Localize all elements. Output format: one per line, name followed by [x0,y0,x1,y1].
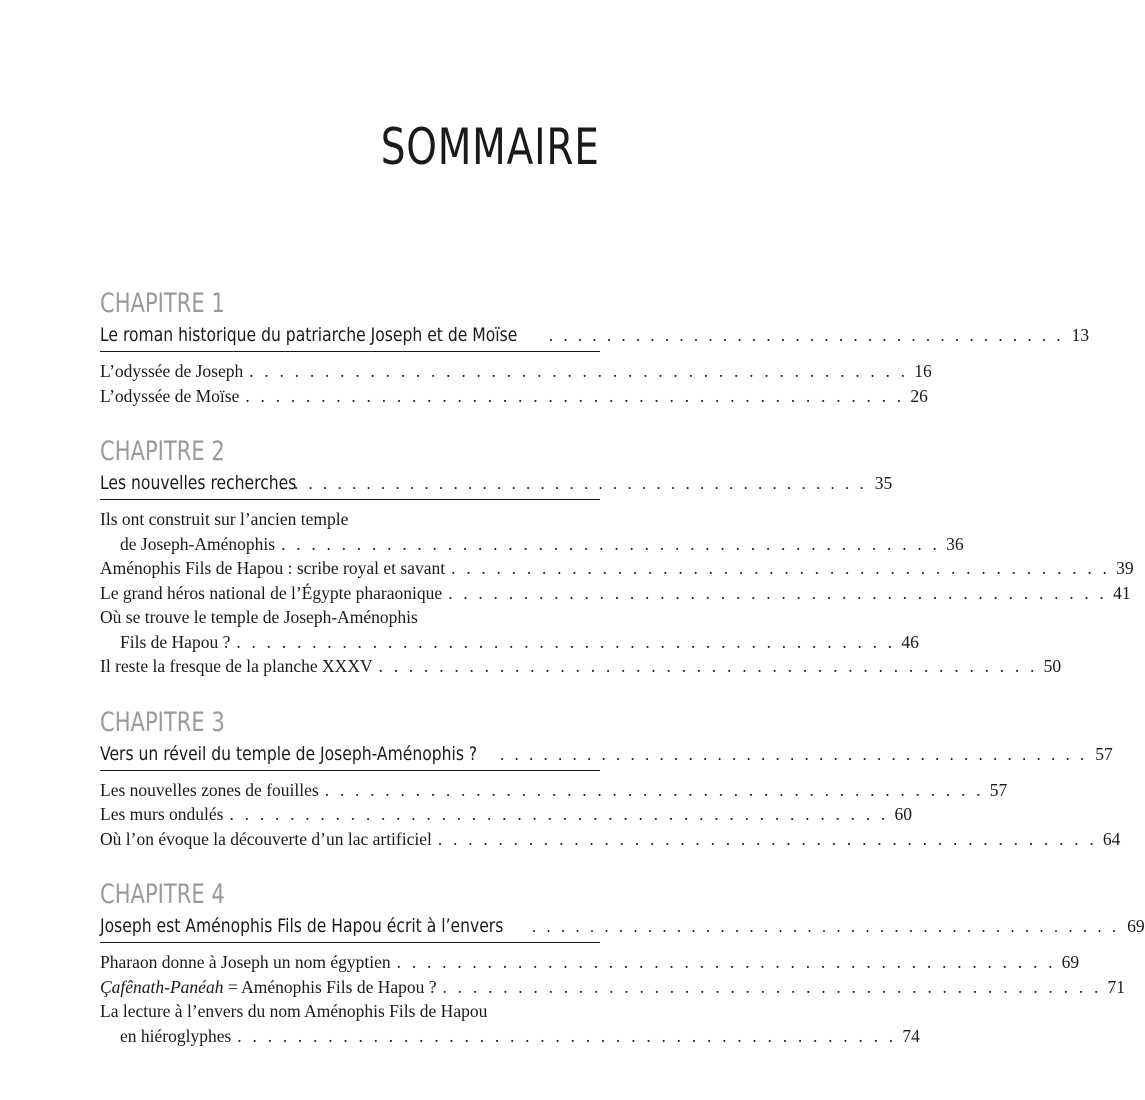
toc-entry[interactable] [100,558,1134,583]
page-number: 39 [1116,558,1134,578]
dot-leader: . . . . . . . . . . . . . . . . . . . . . . . . . . . . . . . . . . . . . . . . . . . . [281,533,941,554]
entry-title-line1: La lecture à l’envers du nom Aménophis Fils de Hapou [100,1001,488,1021]
toc-entry-line[interactable] [100,509,600,534]
dot-leader: . . . . . . . . . . . . . . . . . . . . . . . . . . . . . . . . . . . . . . . . . [499,744,1088,764]
chapter-label: CHAPITRE 2 [100,436,225,467]
page-number: 41 [1113,582,1131,603]
table-of-contents [100,288,1145,1076]
dot-leader: . . . . . . . . . . . . . . . . . . . . . . . . . . . . . . . . . . . . . . . . . . . . [396,952,1056,972]
page-number: 71 [1107,976,1126,997]
chapter-title-row[interactable] [100,468,893,500]
toc-entry[interactable] [100,385,928,411]
page-number: 35 [874,473,893,493]
entry-title [100,977,437,998]
chapter-1 [100,288,1090,410]
entry-title: Fils de Hapou ? [120,631,231,652]
entry-title-line1: Où se trouve le temple de Joseph-Aménophis [100,607,418,627]
dot-leader: . . . . . . . . . . . . . . . . . . . . . . . . . . . . . . . . . . . . . . . . . . . . [324,779,984,800]
dot-leader: . . . . . . . . . . . . . . . . . . . . . . . . . . . . . . . . . . . . . . . . . . . . [448,582,1108,603]
page-number: 36 [946,533,964,554]
chapter-title-row[interactable] [100,739,1113,771]
dot-leader: . . . . . . . . . . . . . . . . . . . . . . . . . . . . . . . . . . . . . . . . . . . . [237,1025,897,1046]
dot-leader: . . . . . . . . . . . . . . . . . . . . . . . . . . . . . . . . . . . . . . . . . . . . [442,976,1102,997]
toc-entry[interactable] [100,582,1131,608]
toc-entry[interactable] [100,656,1062,681]
page-number: 50 [1043,656,1062,676]
toc-entry[interactable] [100,828,1121,854]
page-number: 16 [914,361,932,381]
dot-leader: . . . . . . . . . . . . . . . . . . . . . . . . . . . . . . . . . . . . . . . . . . . . [437,828,1097,849]
dot-leader: . . . . . . . . . . . . . . . . . . . . . . . . . . . . . . . . . . . . . . . . . [279,474,867,493]
page-number: 57 [1095,743,1113,764]
entry-title: Les nouvelles zones de fouilles [100,779,319,800]
entry-title: Aménophis Fils de Hapou : scribe royal et savant [100,558,446,578]
toc-entry-line[interactable] [100,607,600,632]
toc-entry[interactable] [100,1025,920,1051]
toc-entry[interactable] [100,952,1080,977]
toc-entry[interactable] [100,533,964,559]
dot-leader: . . . . . . . . . . . . . . . . . . . . . . . . . . . . . . . . . . . . [548,326,1064,345]
toc-entry[interactable] [100,631,919,657]
dot-leader: . . . . . . . . . . . . . . . . . . . . . . . . . . . . . . . . . . . . . . . . . . . . [245,385,905,406]
page-number: 57 [989,779,1008,800]
chapter-3 [100,706,1121,854]
dot-leader: . . . . . . . . . . . . . . . . . . . . . . . . . . . . . . . . . . . . . . . . . . . . [451,558,1111,578]
toc-entry[interactable] [100,779,1008,805]
entry-title: en hiéroglyphes [120,1025,232,1046]
page-number: 46 [901,631,919,652]
dot-leader: . . . . . . . . . . . . . . . . . . . . . . . . . . . . . . . . . . . . . . . . . [531,917,1120,936]
entry-title: Le grand héros national de l’Égypte pharaonique [100,582,443,603]
page-number: 74 [902,1025,920,1046]
page-number: 26 [910,385,928,406]
page-number: 13 [1071,325,1090,345]
dot-leader: . . . . . . . . . . . . . . . . . . . . . . . . . . . . . . . . . . . . . . . . . . . . [236,631,896,652]
page-number: 69 [1127,916,1145,936]
page-title: SOMMAIRE [381,118,600,176]
entry-title: Où l’on évoque la découverte d’un lac artificiel [100,828,432,849]
chapter-title: Les nouvelles recherches [100,472,297,494]
chapter-label: CHAPITRE 1 [100,288,225,319]
entry-title: Pharaon donne à Joseph un nom égyptien [100,952,391,972]
chapter-2 [100,436,1134,681]
entry-title-line1: Ils ont construit sur l’ancien temple [100,509,349,529]
entry-title: L’odyssée de Joseph [100,361,244,381]
dot-leader: . . . . . . . . . . . . . . . . . . . . . . . . . . . . . . . . . . . . . . . . . . . . [378,656,1038,676]
chapter-title: Le roman historique du patriarche Joseph et de Moïse [100,324,518,346]
chapter-label: CHAPITRE 4 [100,879,225,910]
entry-title-italic: Çafênath-Panéah [100,976,224,997]
page-number: 64 [1102,828,1121,849]
chapter-4 [100,879,1145,1050]
page-number: 60 [894,804,912,824]
chapter-title-row[interactable] [100,911,1145,943]
toc-entry[interactable] [100,804,912,829]
entry-title: Les murs ondulés [100,804,224,824]
dot-leader: . . . . . . . . . . . . . . . . . . . . . . . . . . . . . . . . . . . . . . . . . . . . [249,361,909,381]
chapter-title-row[interactable] [100,320,1090,352]
chapter-label: CHAPITRE 3 [100,706,225,738]
entry-title-rest: = Aménophis Fils de Hapou ? [223,976,437,997]
chapter-title: Vers un réveil du temple de Joseph-Aménophis ? [100,742,478,765]
dot-leader: . . . . . . . . . . . . . . . . . . . . . . . . . . . . . . . . . . . . . . . . . . . . [229,804,889,824]
entry-title: Il reste la fresque de la planche XXXV [100,656,373,676]
toc-entry[interactable] [100,976,1126,1002]
chapter-title: Joseph est Aménophis Fils de Hapou écrit à l’envers [100,915,504,937]
entry-title: L’odyssée de Moïse [100,385,240,406]
toc-entry[interactable] [100,361,932,386]
entry-title: de Joseph-Aménophis [120,533,276,554]
page-number: 69 [1061,952,1080,972]
toc-entry-line[interactable] [100,1001,600,1026]
